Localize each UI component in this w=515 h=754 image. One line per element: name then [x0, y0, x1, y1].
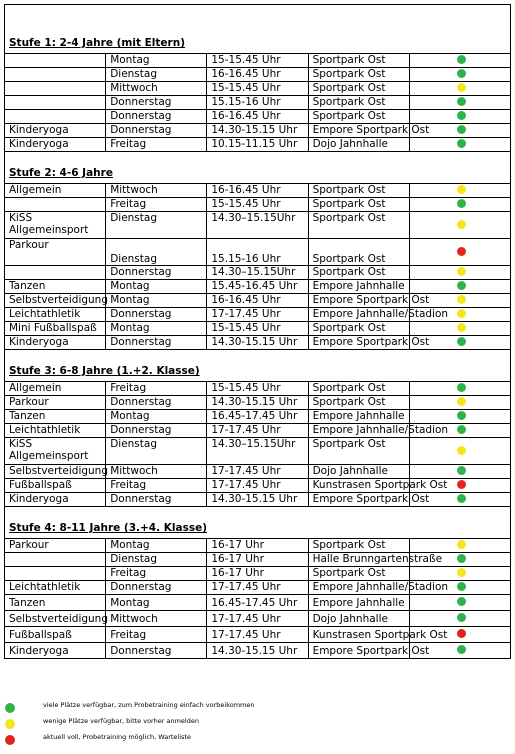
day-cell: Freitag [106, 382, 207, 396]
location-cell: Empore Sportpark Ost [308, 124, 409, 138]
location-cell: Sportpark Ost [308, 396, 409, 410]
location-cell: Empore Sportpark Ost [308, 643, 409, 659]
day-cell: Donnerstag [106, 424, 207, 438]
time-cell: 16-17 Uhr [207, 553, 308, 567]
day-cell: Donnerstag [106, 124, 207, 138]
activity-cell [5, 198, 106, 212]
activity-cell: KiSS Allgemeinsport [5, 212, 106, 239]
day-cell: Freitag [106, 198, 207, 212]
legend-item [5, 732, 510, 748]
table-row [5, 581, 511, 595]
time-cell: 14.30-15.15 Uhr [207, 643, 308, 659]
day-cell: Freitag [106, 138, 207, 152]
section-title: Stufe 4: 8-11 Jahre (3.+4. Klasse) [9, 522, 207, 534]
activity-cell [5, 567, 106, 581]
day-cell: Freitag [106, 567, 207, 581]
availability-cell [409, 611, 510, 627]
section-header-cell [5, 507, 511, 539]
status-yellow-dot-icon [457, 220, 466, 229]
day-cell: Montag [106, 280, 207, 294]
location-cell: Sportpark Ost [308, 438, 409, 465]
day-cell: Freitag [106, 627, 207, 643]
activity-cell: Selbstverteidigung [5, 611, 106, 627]
day-cell: Donnerstag [106, 493, 207, 507]
section-title: Stufe 2: 4-6 Jahre [9, 167, 113, 179]
status-yellow-dot-icon [457, 446, 466, 455]
activity-cell: Leichtathletik [5, 308, 106, 322]
day-cell: Dienstag [106, 239, 207, 266]
day-cell: Montag [106, 54, 207, 68]
table-row [5, 336, 511, 350]
table-row [5, 424, 511, 438]
location-cell: Sportpark Ost [308, 198, 409, 212]
status-green-dot-icon [457, 411, 466, 420]
availability-cell [409, 96, 510, 110]
schedule-document [4, 4, 511, 659]
table-row [5, 96, 511, 110]
activity-cell: Kinderyoga [5, 493, 106, 507]
status-red-dot-icon [457, 480, 466, 489]
table-row [5, 294, 511, 308]
time-cell: 17-17.45 Uhr [207, 581, 308, 595]
location-cell: Kunstrasen Sportpark Ost [308, 627, 409, 643]
time-cell: 15-15.45 Uhr [207, 382, 308, 396]
section-header-cell [5, 5, 511, 54]
status-yellow-dot-icon [457, 323, 466, 332]
day-cell: Dienstag [106, 553, 207, 567]
status-yellow-dot-icon [457, 185, 466, 194]
availability-cell [409, 82, 510, 96]
availability-cell [409, 280, 510, 294]
activity-cell: Parkour [5, 239, 106, 266]
activity-cell: Selbstverteidigung [5, 294, 106, 308]
section-header-cell [5, 152, 511, 184]
time-cell: 17-17.45 Uhr [207, 479, 308, 493]
time-cell: 15.45-16.45 Uhr [207, 280, 308, 294]
availability-cell [409, 54, 510, 68]
day-cell: Mittwoch [106, 184, 207, 198]
day-cell: Donnerstag [106, 643, 207, 659]
table-row [5, 567, 511, 581]
table-row [5, 382, 511, 396]
status-green-dot-icon [457, 125, 466, 134]
day-cell: Dienstag [106, 68, 207, 82]
time-cell: 10.15-11.15 Uhr [207, 138, 308, 152]
table-row [5, 280, 511, 294]
location-cell: Empore Sportpark Ost [308, 336, 409, 350]
status-green-dot-icon [457, 97, 466, 106]
table-row [5, 410, 511, 424]
table-row [5, 124, 511, 138]
legend-text: aktuell voll, Probetraining möglich, Warteliste [43, 733, 191, 741]
availability-cell [409, 322, 510, 336]
day-cell: Montag [106, 294, 207, 308]
status-green-dot-icon [457, 597, 466, 606]
location-cell: Sportpark Ost [308, 322, 409, 336]
table-row [5, 110, 511, 124]
day-cell: Freitag [106, 479, 207, 493]
time-cell: 15.15-16 Uhr [207, 239, 308, 266]
status-green-dot-icon [457, 139, 466, 148]
legend-item [5, 700, 510, 716]
activity-cell: Tanzen [5, 410, 106, 424]
time-cell: 15-15.45 Uhr [207, 82, 308, 96]
status-green-dot-icon [5, 703, 15, 713]
activity-cell: Mini Fußballspaß [5, 322, 106, 336]
location-cell: Empore Jahnhalle [308, 595, 409, 611]
status-red-dot-icon [457, 247, 466, 256]
table-row [5, 68, 511, 82]
time-cell: 14.30-15.15 Uhr [207, 336, 308, 350]
availability-cell [409, 396, 510, 410]
activity-cell [5, 82, 106, 96]
location-cell: Empore Sportpark Ost [308, 493, 409, 507]
location-cell: Sportpark Ost [308, 382, 409, 396]
time-cell: 16-16.45 Uhr [207, 68, 308, 82]
activity-cell [5, 54, 106, 68]
activity-cell: Selbstverteidigung [5, 465, 106, 479]
section-header-cell [5, 350, 511, 382]
time-cell: 16-16.45 Uhr [207, 110, 308, 124]
activity-cell: Tanzen [5, 595, 106, 611]
availability-cell [409, 567, 510, 581]
location-cell: Empore Jahnhalle/Stadion [308, 424, 409, 438]
time-cell: 15.15-16 Uhr [207, 96, 308, 110]
activity-cell: Parkour [5, 539, 106, 553]
time-cell: 14.30–15.15Uhr [207, 438, 308, 465]
availability-cell [409, 382, 510, 396]
status-red-dot-icon [5, 735, 15, 745]
table-row [5, 138, 511, 152]
status-red-dot-icon [457, 629, 466, 638]
status-green-dot-icon [457, 69, 466, 78]
availability-cell [409, 539, 510, 553]
location-cell: Sportpark Ost [308, 96, 409, 110]
section-header-row [5, 507, 511, 539]
table-row [5, 198, 511, 212]
legend-text: viele Plätze verfügbar, zum Probetraining einfach vorbeikommen [43, 701, 255, 709]
location-cell: Empore Jahnhalle [308, 280, 409, 294]
time-cell: 16-17 Uhr [207, 539, 308, 553]
activity-cell: Allgemein [5, 382, 106, 396]
availability-cell [409, 184, 510, 198]
status-yellow-dot-icon [457, 397, 466, 406]
location-cell: Sportpark Ost [308, 54, 409, 68]
time-cell: 17-17.45 Uhr [207, 465, 308, 479]
schedule-table [4, 4, 511, 659]
status-green-dot-icon [457, 613, 466, 622]
table-row [5, 266, 511, 280]
location-cell: Sportpark Ost [308, 567, 409, 581]
location-cell: Sportpark Ost [308, 212, 409, 239]
day-cell: Mittwoch [106, 82, 207, 96]
activity-cell [5, 553, 106, 567]
activity-cell: Allgemein [5, 184, 106, 198]
day-cell: Donnerstag [106, 110, 207, 124]
location-cell: Sportpark Ost [308, 110, 409, 124]
availability-cell [409, 465, 510, 479]
time-cell: 17-17.45 Uhr [207, 611, 308, 627]
availability-cell [409, 410, 510, 424]
day-cell: Mittwoch [106, 465, 207, 479]
day-cell: Donnerstag [106, 266, 207, 280]
table-row [5, 465, 511, 479]
time-cell: 16-17 Uhr [207, 567, 308, 581]
table-row [5, 539, 511, 553]
table-row [5, 308, 511, 322]
status-green-dot-icon [457, 281, 466, 290]
status-green-dot-icon [457, 645, 466, 654]
day-cell: Donnerstag [106, 396, 207, 410]
day-cell: Montag [106, 322, 207, 336]
activity-cell [5, 110, 106, 124]
activity-cell: Fußballspaß [5, 627, 106, 643]
table-row [5, 82, 511, 96]
table-row [5, 627, 511, 643]
time-cell: 14.30-15.15 Uhr [207, 493, 308, 507]
status-legend [5, 700, 510, 748]
section-header-row [5, 5, 511, 54]
time-cell: 16-16.45 Uhr [207, 294, 308, 308]
day-cell: Montag [106, 595, 207, 611]
availability-cell [409, 138, 510, 152]
location-cell: Empore Jahnhalle [308, 410, 409, 424]
table-row [5, 595, 511, 611]
time-cell: 17-17.45 Uhr [207, 308, 308, 322]
location-cell: Empore Jahnhalle/Stadion [308, 308, 409, 322]
location-cell: Sportpark Ost [308, 82, 409, 96]
day-cell: Dienstag [106, 438, 207, 465]
availability-cell [409, 198, 510, 212]
activity-cell: Kinderyoga [5, 643, 106, 659]
table-row [5, 184, 511, 198]
activity-cell: KiSS Allgemeinsport [5, 438, 106, 465]
day-cell: Montag [106, 410, 207, 424]
activity-cell [5, 266, 106, 280]
status-yellow-dot-icon [5, 719, 15, 729]
day-cell: Dienstag [106, 212, 207, 239]
location-cell: Sportpark Ost [308, 539, 409, 553]
status-green-dot-icon [457, 383, 466, 392]
location-cell: Empore Sportpark Ost [308, 294, 409, 308]
day-cell: Montag [106, 539, 207, 553]
location-cell: Empore Jahnhalle/Stadion [308, 581, 409, 595]
location-cell: Sportpark Ost [308, 68, 409, 82]
location-cell: Sportpark Ost [308, 266, 409, 280]
table-row [5, 212, 511, 239]
availability-cell [409, 212, 510, 239]
activity-cell: Fußballspaß [5, 479, 106, 493]
availability-cell [409, 438, 510, 465]
activity-cell [5, 96, 106, 110]
day-cell: Donnerstag [106, 336, 207, 350]
location-cell: Dojo Jahnhalle [308, 138, 409, 152]
activity-cell: Kinderyoga [5, 138, 106, 152]
status-green-dot-icon [457, 111, 466, 120]
status-green-dot-icon [457, 425, 466, 434]
table-row [5, 396, 511, 410]
table-row [5, 643, 511, 659]
activity-cell: Leichtathletik [5, 581, 106, 595]
status-green-dot-icon [457, 582, 466, 591]
time-cell: 17-17.45 Uhr [207, 424, 308, 438]
time-cell: 15-15.45 Uhr [207, 198, 308, 212]
day-cell: Mittwoch [106, 611, 207, 627]
table-row [5, 322, 511, 336]
legend-item [5, 716, 510, 732]
day-cell: Donnerstag [106, 96, 207, 110]
table-row [5, 438, 511, 465]
status-yellow-dot-icon [457, 267, 466, 276]
activity-cell: Tanzen [5, 280, 106, 294]
section-header-row [5, 350, 511, 382]
time-cell: 14.30–15.15Uhr [207, 212, 308, 239]
table-row [5, 611, 511, 627]
status-yellow-dot-icon [457, 309, 466, 318]
status-yellow-dot-icon [457, 295, 466, 304]
section-header-row [5, 152, 511, 184]
availability-cell [409, 239, 510, 266]
availability-cell [409, 68, 510, 82]
location-cell: Sportpark Ost [308, 184, 409, 198]
location-cell: Dojo Jahnhalle [308, 611, 409, 627]
time-cell: 14.30–15.15Uhr [207, 266, 308, 280]
day-cell: Donnerstag [106, 581, 207, 595]
location-cell: Halle Brunngartenstraße [308, 553, 409, 567]
status-yellow-dot-icon [457, 568, 466, 577]
time-cell: 16-16.45 Uhr [207, 184, 308, 198]
time-cell: 14.30-15.15 Uhr [207, 396, 308, 410]
time-cell: 17-17.45 Uhr [207, 627, 308, 643]
legend-text: wenige Plätze verfügbar, bitte vorher anmelden [43, 717, 199, 725]
status-green-dot-icon [457, 337, 466, 346]
activity-cell: Leichtathletik [5, 424, 106, 438]
location-cell: Dojo Jahnhalle [308, 465, 409, 479]
status-green-dot-icon [457, 466, 466, 475]
time-cell: 15-15.45 Uhr [207, 322, 308, 336]
location-cell: Sportpark Ost [308, 239, 409, 266]
time-cell: 15-15.45 Uhr [207, 54, 308, 68]
table-row [5, 493, 511, 507]
status-yellow-dot-icon [457, 83, 466, 92]
status-green-dot-icon [457, 554, 466, 563]
status-yellow-dot-icon [457, 540, 466, 549]
status-green-dot-icon [457, 494, 466, 503]
table-row [5, 54, 511, 68]
location-cell: Kunstrasen Sportpark Ost [308, 479, 409, 493]
availability-cell [409, 110, 510, 124]
availability-cell [409, 595, 510, 611]
status-green-dot-icon [457, 55, 466, 64]
availability-cell [409, 266, 510, 280]
section-title: Stufe 3: 6-8 Jahre (1.+2. Klasse) [9, 365, 200, 377]
activity-cell: Parkour [5, 396, 106, 410]
time-cell: 16.45-17.45 Uhr [207, 410, 308, 424]
table-row [5, 553, 511, 567]
status-green-dot-icon [457, 199, 466, 208]
time-cell: 16.45-17.45 Uhr [207, 595, 308, 611]
section-title: Stufe 1: 2-4 Jahre (mit Eltern) [9, 37, 185, 49]
activity-cell [5, 68, 106, 82]
activity-cell: Kinderyoga [5, 124, 106, 138]
table-row [5, 239, 511, 266]
time-cell: 14.30-15.15 Uhr [207, 124, 308, 138]
activity-cell: Kinderyoga [5, 336, 106, 350]
day-cell: Donnerstag [106, 308, 207, 322]
table-row [5, 479, 511, 493]
